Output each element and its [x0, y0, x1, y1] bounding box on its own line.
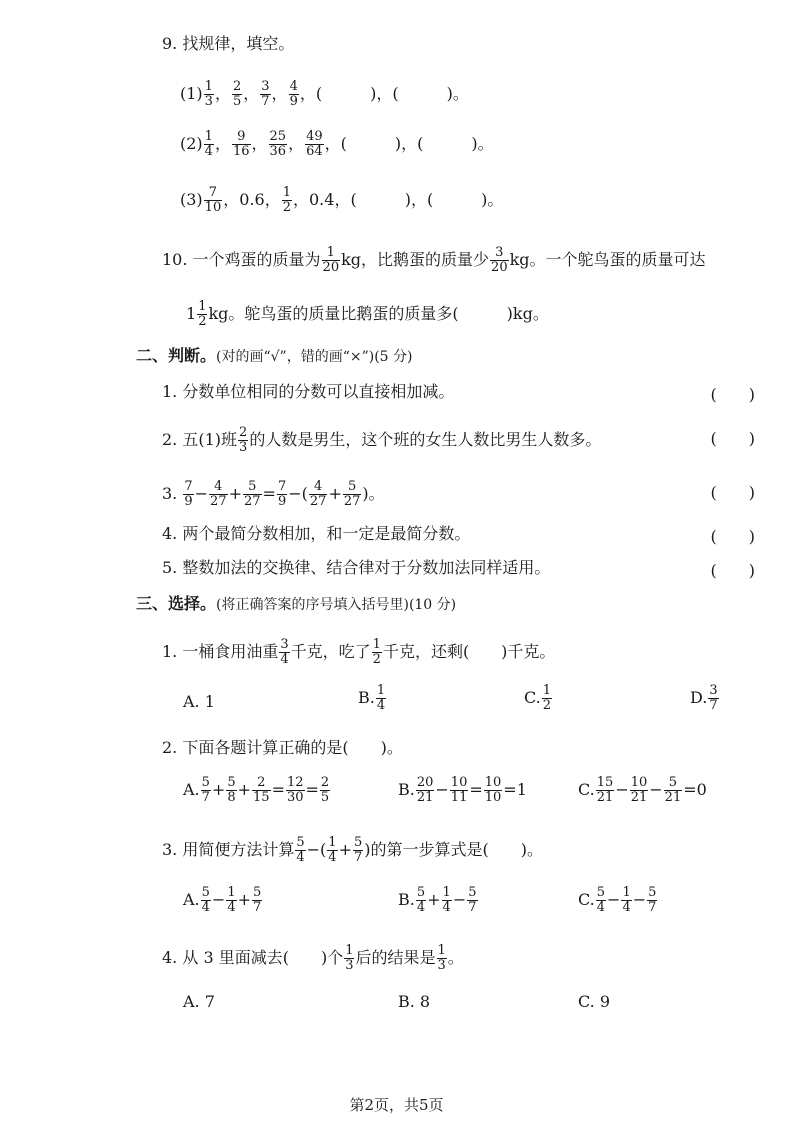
fraction: $\frac{20}{21}$: [416, 775, 434, 805]
fraction: $\frac{2}{3}$: [239, 425, 248, 455]
fraction: $\frac{7}{10}$: [204, 185, 222, 215]
judge-paren-2[interactable]: ( ): [710, 429, 755, 448]
judge-paren-4[interactable]: ( ): [710, 527, 755, 546]
fraction: $\frac{10}{11}$: [450, 775, 468, 805]
fraction: $\frac{1}{4}$: [442, 885, 451, 915]
fraction: $\frac{1}{4}$: [227, 885, 236, 915]
q10-line2: [186, 300, 549, 329]
q10-answer-blank[interactable]: kg。鸵鸟蛋的质量比鹅蛋的质量多( )kg。: [208, 304, 549, 323]
operator: +: [237, 780, 252, 799]
fraction: $\frac{1}{4}$: [204, 129, 213, 159]
q2-option-a[interactable]: A. $\frac{5}{7}$ + $\frac{5}{8}$ + $\frac{2}{15}$ = $\frac{12}{30}$ = $\frac{2}{5}$: [183, 775, 330, 805]
fraction: $\frac{9}{16}$: [232, 129, 250, 159]
fraction: $\frac{1}{3}$: [204, 79, 213, 109]
fraction: $\frac{5}{8}$: [227, 775, 236, 805]
fraction: $\frac{5}{7}$: [201, 775, 210, 805]
operator: )。: [362, 484, 385, 503]
fraction: $\frac{1}{3}$: [437, 943, 446, 973]
section2-heading: 二、判断。(对的画“√”，错的画“×”)(5 分): [136, 346, 413, 365]
fraction: $\frac{10}{10}$: [484, 775, 502, 805]
fraction: $\frac{2}{15}$: [253, 775, 270, 805]
choice-q2: 2. 下面各题计算正确的是( )。: [162, 738, 403, 757]
operator: =: [469, 780, 483, 799]
judge-item-5: 5. 整数加法的交换律、结合律对于分数加法同样适用。: [162, 558, 551, 577]
operator: −: [211, 890, 226, 909]
fraction: $\frac{3}{4}$: [280, 637, 289, 667]
fraction: $\frac{1}{2}$: [282, 185, 291, 215]
fraction: $\frac{1}{3}$: [345, 943, 354, 973]
operator: +: [228, 484, 242, 503]
fraction: $\frac{3}{20}$: [491, 245, 508, 275]
judge-item-1: 1. 分数单位相同的分数可以直接相加减。: [162, 382, 455, 401]
choice-q1: 1. 一桶食用油重 $\frac{3}{4}$ 千克，吃了 $\frac{1}{2}$ 千克，还剩( )千克。: [162, 637, 556, 667]
judge-item-3: 3. $\frac{7}{9}$ − $\frac{4}{27}$ + $\frac{5}{27}$ = $\frac{7}{9}$ −( $\frac{4}{27}$ + $\frac{5}{27}$ )。: [162, 479, 385, 509]
q1-option-d[interactable]: D. $\frac{3}{7}$: [690, 683, 718, 713]
fraction: $\frac{4}{9}$: [289, 79, 298, 109]
operator: =: [305, 780, 319, 799]
operator: −(: [288, 484, 308, 503]
fraction: $\frac{3}{7}$: [261, 79, 270, 109]
fraction: $\frac{49}{64}$: [306, 129, 323, 159]
operator: −(: [306, 840, 327, 859]
fraction: $\frac{5}{4}$: [596, 885, 606, 915]
fraction: $\frac{12}{30}$: [286, 775, 304, 805]
fraction: $\frac{5}{4}$: [296, 835, 305, 865]
operator: +: [427, 890, 441, 909]
q9-p2-label: (2): [180, 134, 203, 153]
judge-paren-5[interactable]: ( ): [710, 561, 755, 580]
section3-heading: 三、选择。(将正确答案的序号填入括号里)(10 分): [136, 594, 457, 613]
mixed-number: 1 $\frac{1}{2}$: [186, 299, 207, 329]
q9-p1-label: (1): [180, 84, 203, 103]
answer-blanks[interactable]: ，( )，( )。: [334, 190, 504, 209]
q4-option-c[interactable]: C. 9: [578, 992, 611, 1011]
choice-q3: 3. 用简便方法计算 $\frac{5}{4}$ −( $\frac{1}{4}$ + $\frac{5}{7}$ )的第一步算式是( )。: [162, 835, 544, 865]
fraction: $\frac{5}{27}$: [244, 479, 261, 509]
q9-p3-label: (3): [180, 190, 203, 209]
judge-item-3-equation: [182, 479, 385, 509]
fraction: $\frac{1}{4}$: [622, 885, 631, 915]
q4-option-b[interactable]: B. 8: [398, 992, 431, 1011]
operator: +: [211, 780, 226, 799]
judge-item-4: 4. 两个最简分数相加，和一定是最简分数。: [162, 524, 471, 543]
fraction: $\frac{7}{9}$: [277, 479, 287, 509]
operator: +: [237, 890, 252, 909]
fraction: $\frac{2}{5}$: [320, 775, 330, 805]
operator: =: [262, 484, 276, 503]
operator: =1: [503, 780, 527, 799]
operator: −: [194, 484, 209, 503]
fraction: $\frac{4}{27}$: [210, 479, 227, 509]
q9-part2: (2) $\frac{1}{4}$ ， $\frac{9}{16}$ ， $\frac{25}{36}$ ， $\frac{49}{64}$ ，( )，( )。: [180, 129, 494, 159]
fraction: $\frac{5}{21}$: [664, 775, 682, 805]
fraction: $\frac{1}{4}$: [328, 835, 337, 865]
operator: −: [435, 780, 449, 799]
q1-option-b[interactable]: B. $\frac{1}{4}$: [358, 683, 386, 713]
fraction: $\frac{2}{5}$: [232, 79, 242, 109]
q3-option-b[interactable]: B. $\frac{5}{4}$ + $\frac{1}{4}$ − $\frac{5}{7}$: [398, 885, 477, 915]
fraction: $\frac{25}{36}$: [269, 129, 287, 159]
fraction: $\frac{5}{4}$: [201, 885, 210, 915]
fraction: $\frac{5}{7}$: [468, 885, 477, 915]
q2-option-b[interactable]: B. $\frac{20}{21}$ − $\frac{10}{11}$ = $\frac{10}{10}$ =1: [398, 775, 527, 805]
operator: −: [649, 780, 663, 799]
operator: −: [452, 890, 467, 909]
q2-option-c[interactable]: C. $\frac{15}{21}$ − $\frac{10}{21}$ − $\frac{5}{21}$ =0: [578, 775, 707, 805]
operator: −: [607, 890, 621, 909]
answer-blanks[interactable]: ，( )，( )。: [299, 84, 469, 103]
q1-option-c[interactable]: C. $\frac{1}{2}$: [524, 683, 552, 713]
q3-option-a[interactable]: A. $\frac{5}{4}$ − $\frac{1}{4}$ + $\frac{5}{7}$: [183, 885, 262, 915]
operator: +: [338, 840, 352, 859]
fraction: $\frac{5}{4}$: [416, 885, 426, 915]
q10-line1: 10. 一个鸡蛋的质量为 $\frac{1}{20}$ kg，比鹅蛋的质量少 $\frac{3}{20}$ kg。一个鸵鸟蛋的质量可达: [162, 245, 706, 275]
judge-paren-1[interactable]: ( ): [710, 385, 755, 404]
fraction: $\frac{1}{2}$: [372, 637, 381, 667]
q9-title: 9. 找规律，填空。: [162, 34, 295, 53]
choice-q4: 4. 从 3 里面减去( )个 $\frac{1}{3}$ 后的结果是 $\frac{1}{3}$ 。: [162, 943, 464, 973]
fraction: $\frac{7}{9}$: [184, 479, 193, 509]
fraction: $\frac{10}{21}$: [630, 775, 648, 805]
q1-option-a[interactable]: A. 1: [183, 692, 215, 711]
operator: −: [615, 780, 629, 799]
fraction: $\frac{15}{21}$: [596, 775, 614, 805]
answer-blanks[interactable]: ，( )，( )。: [324, 134, 494, 153]
operator: =0: [683, 780, 707, 799]
q9-part3: (3) $\frac{7}{10}$ ，0.6， $\frac{1}{2}$ ，0.4，( )，( )。: [180, 185, 504, 215]
operator: ): [364, 840, 371, 859]
q4-option-a[interactable]: A. 7: [183, 992, 215, 1011]
q3-option-c[interactable]: C. $\frac{5}{4}$ − $\frac{1}{4}$ − $\frac{5}{7}$: [578, 885, 657, 915]
judge-item-2: 2. 五(1)班 $\frac{2}{3}$ 的人数是男生，这个班的女生人数比男生人数多。: [162, 425, 602, 455]
judge-paren-3[interactable]: ( ): [710, 483, 755, 502]
fraction: $\frac{5}{7}$: [253, 885, 262, 915]
page-footer: 第2页，共5页: [349, 1096, 444, 1114]
operator: +: [328, 484, 342, 503]
fraction: $\frac{4}{27}$: [309, 479, 327, 509]
operator: =: [271, 780, 285, 799]
fraction: $\frac{5}{7}$: [648, 885, 657, 915]
operator: −: [632, 890, 647, 909]
fraction: $\frac{1}{20}$: [322, 245, 340, 275]
q9-part1: (1) $\frac{1}{3}$ ， $\frac{2}{5}$ ， $\frac{3}{7}$ ， $\frac{4}{9}$ ，( )，( )。: [180, 79, 469, 109]
fraction: $\frac{5}{27}$: [343, 479, 361, 509]
fraction: $\frac{5}{7}$: [353, 835, 363, 865]
